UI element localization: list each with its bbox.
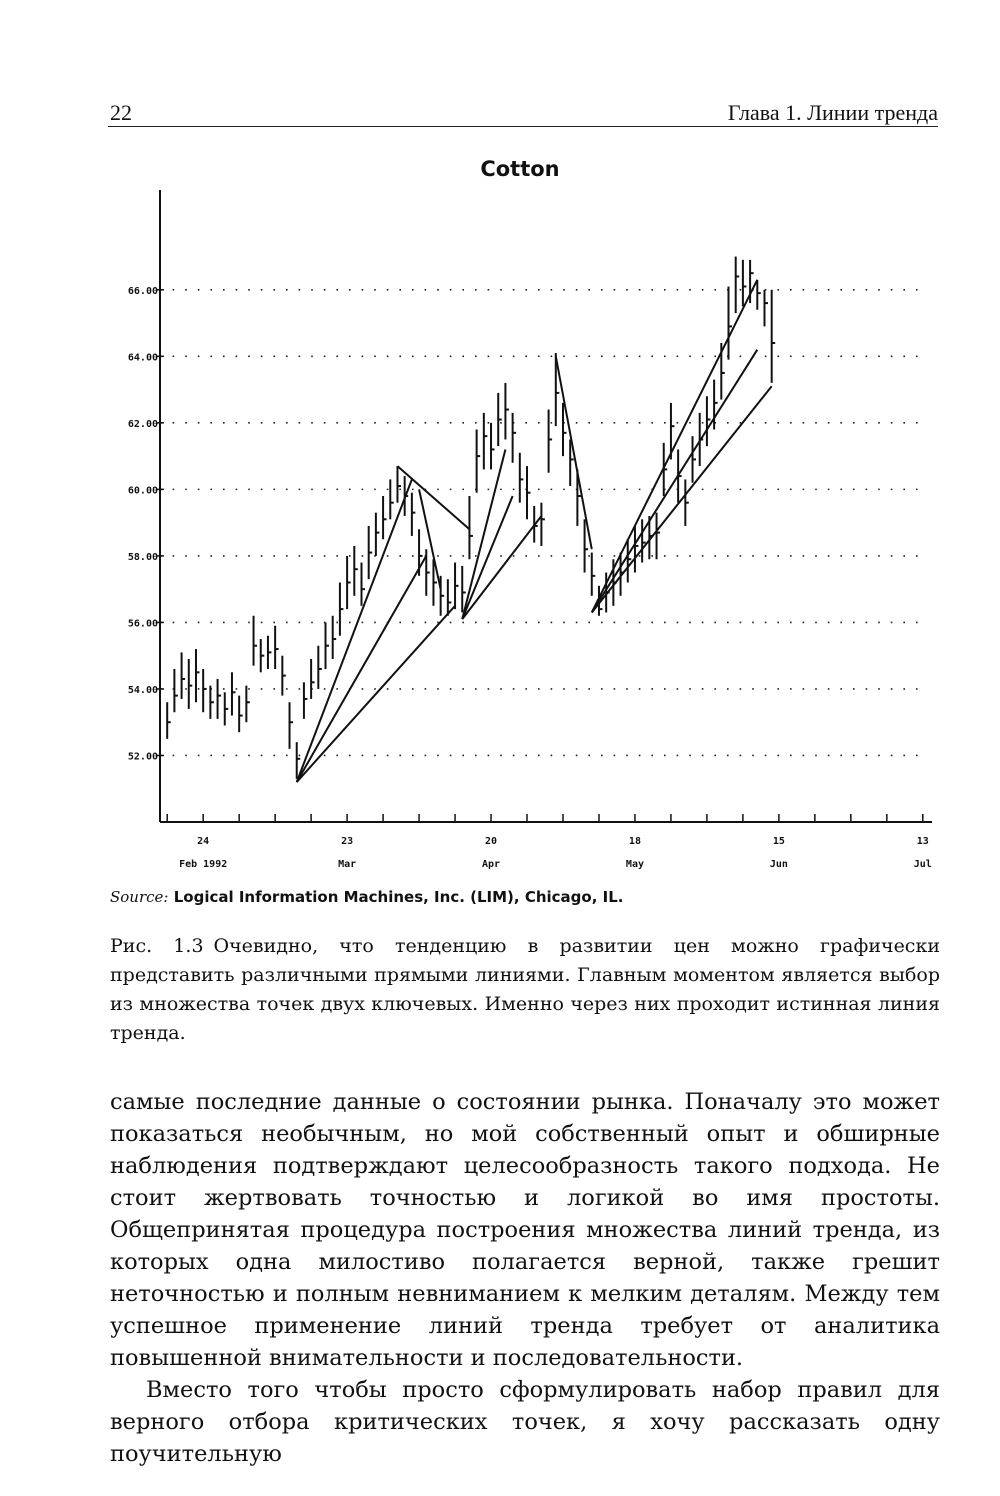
ohlc-bar xyxy=(326,622,330,669)
ohlc-bar xyxy=(685,479,689,526)
ohlc-bar xyxy=(174,669,178,712)
y-tick-label: 58.00 xyxy=(127,551,158,563)
ohlc-bar xyxy=(311,659,315,699)
y-axis-ticks xyxy=(128,286,164,763)
x-tick-label-month: May xyxy=(625,859,644,870)
trendline xyxy=(419,489,441,589)
ohlc-bar xyxy=(664,443,668,496)
ohlc-bar xyxy=(218,679,222,719)
x-tick-label-month: Jul xyxy=(913,859,932,870)
ohlc-bar xyxy=(513,413,517,463)
trendline xyxy=(592,280,758,613)
chart-grid xyxy=(160,290,925,756)
ohlc-bar xyxy=(736,257,740,314)
ohlc-bar xyxy=(383,496,387,539)
figure-label: Рис. 1.3 xyxy=(110,935,204,957)
ohlc-bar xyxy=(491,423,495,470)
ohlc-bar xyxy=(498,393,502,446)
ohlc-bar xyxy=(714,380,718,430)
ohlc-bar xyxy=(477,429,481,492)
ohlc-bar xyxy=(412,493,416,536)
trendline xyxy=(297,479,412,782)
ohlc-bar xyxy=(520,453,524,503)
x-tick-label-day: 13 xyxy=(916,836,929,847)
ohlc-bar xyxy=(376,513,380,556)
x-tick-label-day: 15 xyxy=(772,836,785,847)
ohlc-bar xyxy=(757,280,761,310)
ohlc-bar xyxy=(772,290,776,383)
ohlc-bar xyxy=(693,436,697,483)
ohlc-bar xyxy=(239,696,243,733)
ohlc-bar xyxy=(541,503,545,546)
ohlc-bar xyxy=(254,616,257,666)
ohlc-bar xyxy=(469,496,473,559)
ohlc-bar xyxy=(743,260,747,307)
trendline xyxy=(462,516,541,619)
ohlc-bar xyxy=(333,616,337,659)
trendline xyxy=(397,466,469,529)
ohlc-bar xyxy=(225,692,229,725)
x-tick-label-day: 20 xyxy=(485,836,498,847)
ohlc-bar xyxy=(347,556,351,609)
ohlc-bar xyxy=(275,626,279,669)
y-tick-label: 62.00 xyxy=(127,418,158,430)
cotton-chart xyxy=(0,140,1000,880)
page-number: 22 xyxy=(110,100,132,125)
ohlc-bar xyxy=(354,546,358,596)
x-tick-label-day: 24 xyxy=(197,836,210,847)
y-tick-label: 56.00 xyxy=(127,618,158,630)
ohlc-bar xyxy=(549,410,553,473)
ohlc-bar xyxy=(182,652,186,699)
ohlc-bar xyxy=(268,636,272,669)
y-tick-label: 60.00 xyxy=(127,485,158,497)
y-tick-label: 52.00 xyxy=(127,751,158,763)
ohlc-bar xyxy=(707,396,711,446)
ohlc-bar xyxy=(282,656,286,696)
paragraph: самые последние данные о состоянии рынка. Поначалу это может показаться необычным, но мой собственный опыт и обширные наблюдения подтверждают целесообразность такого подхода. Не стоит жертвовать точностью и логикой во имя простоты. Общепринятая процедура построения множества линий тренда, из которых одна милостиво полагается верной, также грешит неточностью и полным невниманием к мелким деталям. Между тем успешное применение линий тренда требует от аналитика повышенной внимательности и последовательности. xyxy=(110,1089,940,1371)
ohlc-bar xyxy=(750,260,754,303)
y-tick-label: 54.00 xyxy=(127,684,158,696)
ohlc-bar xyxy=(210,686,214,719)
ohlc-bar xyxy=(628,539,632,582)
ohlc-bar xyxy=(340,583,344,636)
ohlc-bar xyxy=(390,479,394,519)
x-tick-label-month: Apr xyxy=(481,859,501,870)
header-rule xyxy=(108,126,938,127)
ohlc-bar xyxy=(369,526,373,579)
source-label: Source: xyxy=(110,888,169,906)
ohlc-bar xyxy=(455,563,459,610)
figure-caption xyxy=(110,932,940,1048)
x-tick-label-month: Feb 1992 xyxy=(179,859,228,870)
ohlc-bar xyxy=(261,639,265,672)
trendline xyxy=(297,606,455,782)
ohlc-bar xyxy=(361,563,365,606)
x-tick-label-month: Jun xyxy=(769,859,788,870)
ohlc-bar xyxy=(635,526,639,573)
ohlc-bar xyxy=(441,576,445,616)
source-line xyxy=(110,888,623,906)
y-tick-label: 66.00 xyxy=(127,285,158,297)
ohlc-bar xyxy=(167,702,171,739)
price-bars xyxy=(167,257,775,779)
ohlc-bar xyxy=(657,513,661,560)
ohlc-bar xyxy=(203,669,207,712)
ohlc-bar xyxy=(290,702,294,749)
ohlc-bar xyxy=(729,286,733,359)
source-text: Logical Information Machines, Inc. (LIM), Chicago, IL. xyxy=(173,888,624,906)
ohlc-bar xyxy=(642,519,646,562)
trendline xyxy=(592,386,772,612)
ohlc-bar xyxy=(232,672,236,715)
body-text xyxy=(110,1086,940,1470)
x-tick-label-day: 18 xyxy=(628,836,641,847)
ohlc-bar xyxy=(505,383,509,440)
x-tick-label-month: Mar xyxy=(338,859,357,870)
ohlc-bar xyxy=(527,466,531,519)
trendline xyxy=(556,356,592,549)
running-title: Глава 1. Линии тренда xyxy=(727,100,938,125)
trendline xyxy=(592,350,758,613)
x-tick-label-day: 23 xyxy=(341,836,354,847)
chart-title: Cotton xyxy=(480,157,560,181)
ohlc-bar xyxy=(592,553,596,596)
ohlc-bar xyxy=(397,466,401,503)
ohlc-bar xyxy=(764,290,768,327)
ohlc-bar xyxy=(304,682,308,719)
y-tick-label: 64.00 xyxy=(127,352,158,364)
ohlc-bar xyxy=(318,646,322,689)
ohlc-bar xyxy=(189,659,193,709)
ohlc-bar xyxy=(196,649,200,702)
ohlc-bar xyxy=(484,413,488,470)
ohlc-bar xyxy=(246,686,250,723)
caption-text: Очевидно, что тенденцию в развитии цен можно графически представить различными прямыми линиями. Главным моментом является выбор из множества точек двух ключевых. Именно через них проходит истинная линия тренда. xyxy=(110,935,940,1044)
paragraph: Вместо того чтобы просто сформулировать набор правил для верного отбора критических точек, я хочу рассказать одну поучительную xyxy=(110,1377,940,1467)
